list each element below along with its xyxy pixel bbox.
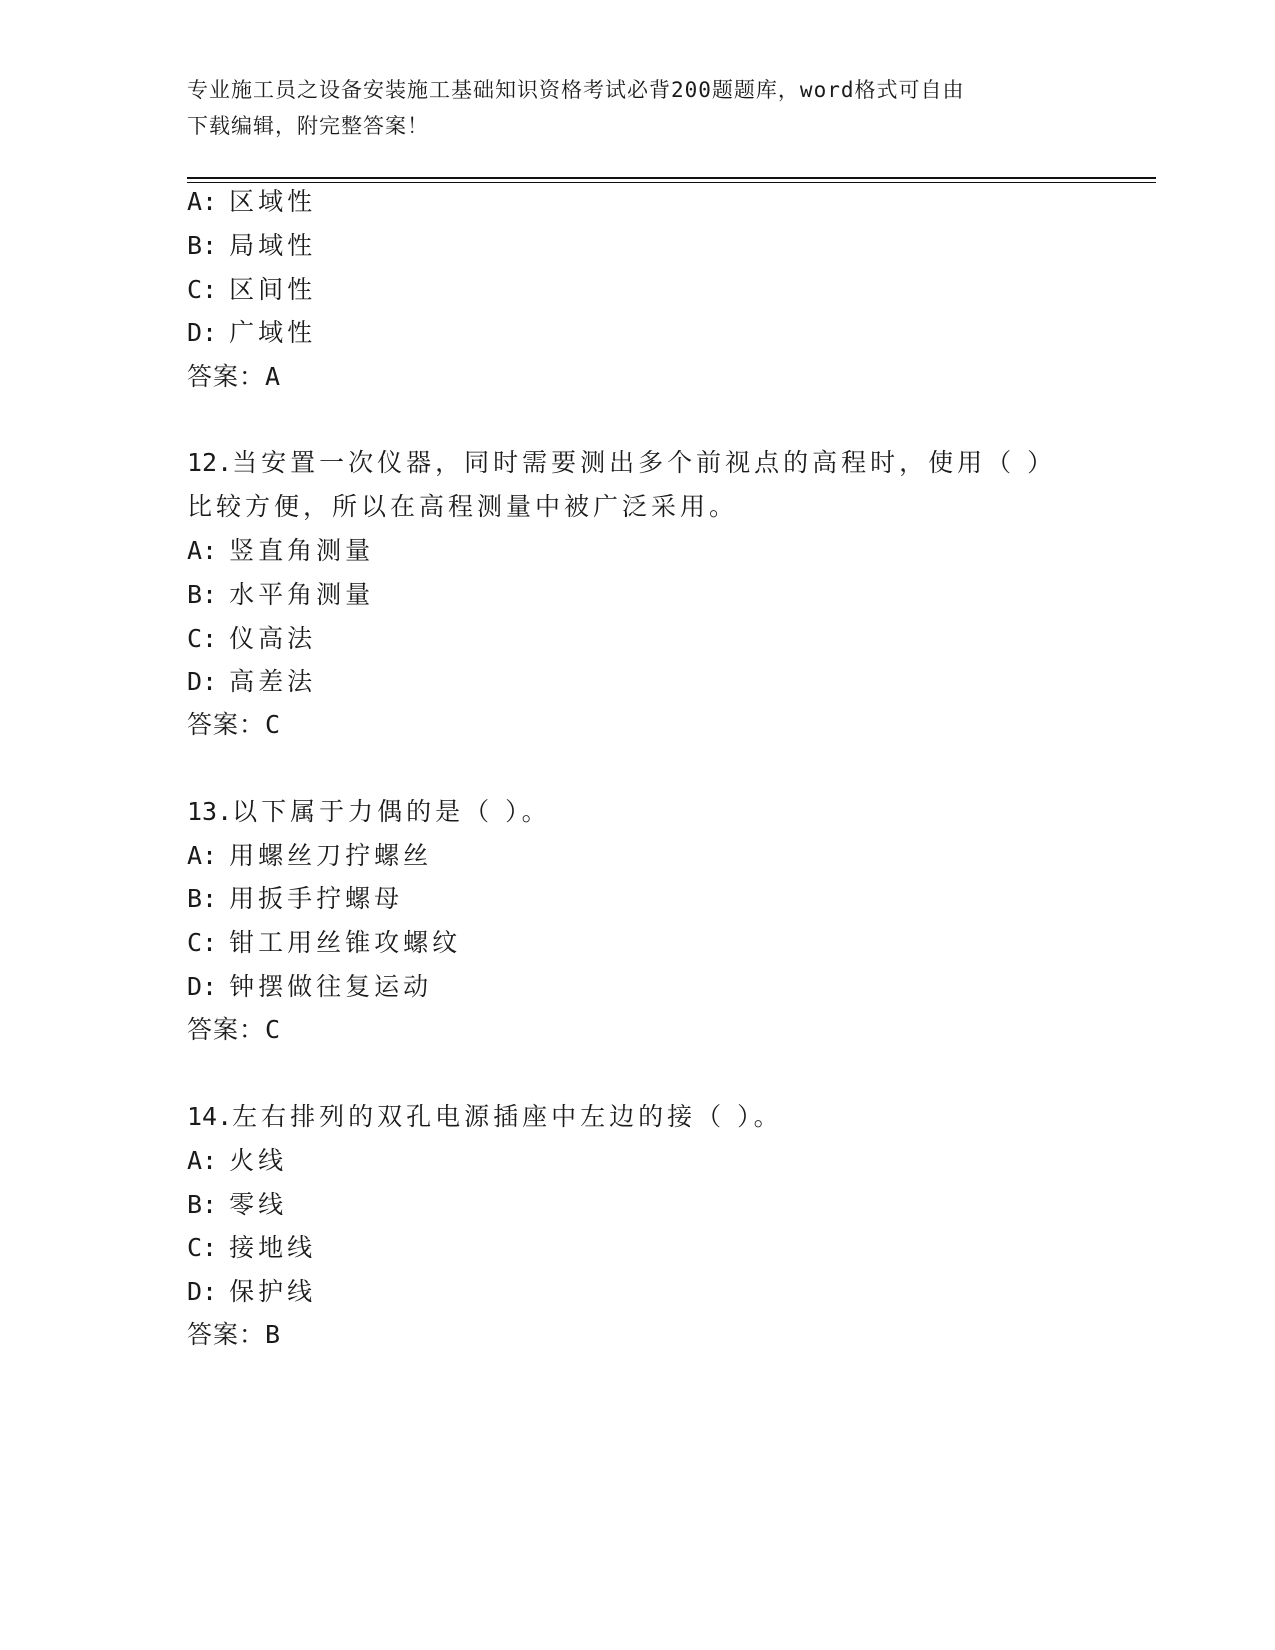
q12-option-b: B: 水平角测量: [187, 580, 375, 609]
header-line-2: 下载编辑，附完整答案！: [187, 114, 429, 138]
q13-option-b: B: 用扳手拧螺母: [187, 884, 404, 913]
header-line-1: 专业施工员之设备安装施工基础知识资格考试必背200题题库，word格式可自由: [187, 78, 965, 102]
q14-option-c: C: 接地线: [187, 1233, 317, 1262]
q12-answer: 答案：C: [187, 710, 282, 739]
q14-answer: 答案：B: [187, 1320, 282, 1349]
q12-question: 12.当安置一次仪器，同时需要测出多个前视点的高程时，使用（ ）: [187, 448, 1057, 477]
header-divider: [187, 177, 1156, 179]
q14-option-b: B: 零线: [187, 1190, 288, 1219]
q14-option-d: D: 保护线: [187, 1277, 317, 1306]
q14-question: 14.左右排列的双孔电源插座中左边的接（ ）。: [187, 1102, 783, 1131]
q11-option-a: A: 区域性: [187, 187, 317, 216]
q12-option-d: D: 高差法: [187, 667, 317, 696]
q13-option-a: A: 用螺丝刀拧螺丝: [187, 841, 433, 870]
q12-option-c: C: 仪高法: [187, 624, 317, 653]
q14-option-a: A: 火线: [187, 1146, 288, 1175]
q11-option-c: C: 区间性: [187, 275, 317, 304]
q11-option-d: D: 广域性: [187, 318, 317, 347]
q13-question: 13.以下属于力偶的是（ ）。: [187, 797, 551, 826]
q12-question-cont: 比较方便，所以在高程测量中被广泛采用。: [187, 492, 739, 521]
document-header: [187, 72, 1067, 144]
q13-option-d: D: 钟摆做往复运动: [187, 972, 433, 1001]
header-divider-thin: [187, 182, 1156, 183]
q13-option-c: C: 钳工用丝锥攻螺纹: [187, 928, 462, 957]
q13-answer: 答案：C: [187, 1015, 282, 1044]
q11-answer: 答案：A: [187, 362, 282, 391]
q11-option-b: B: 局域性: [187, 231, 317, 260]
q12-option-a: A: 竖直角测量: [187, 536, 375, 565]
